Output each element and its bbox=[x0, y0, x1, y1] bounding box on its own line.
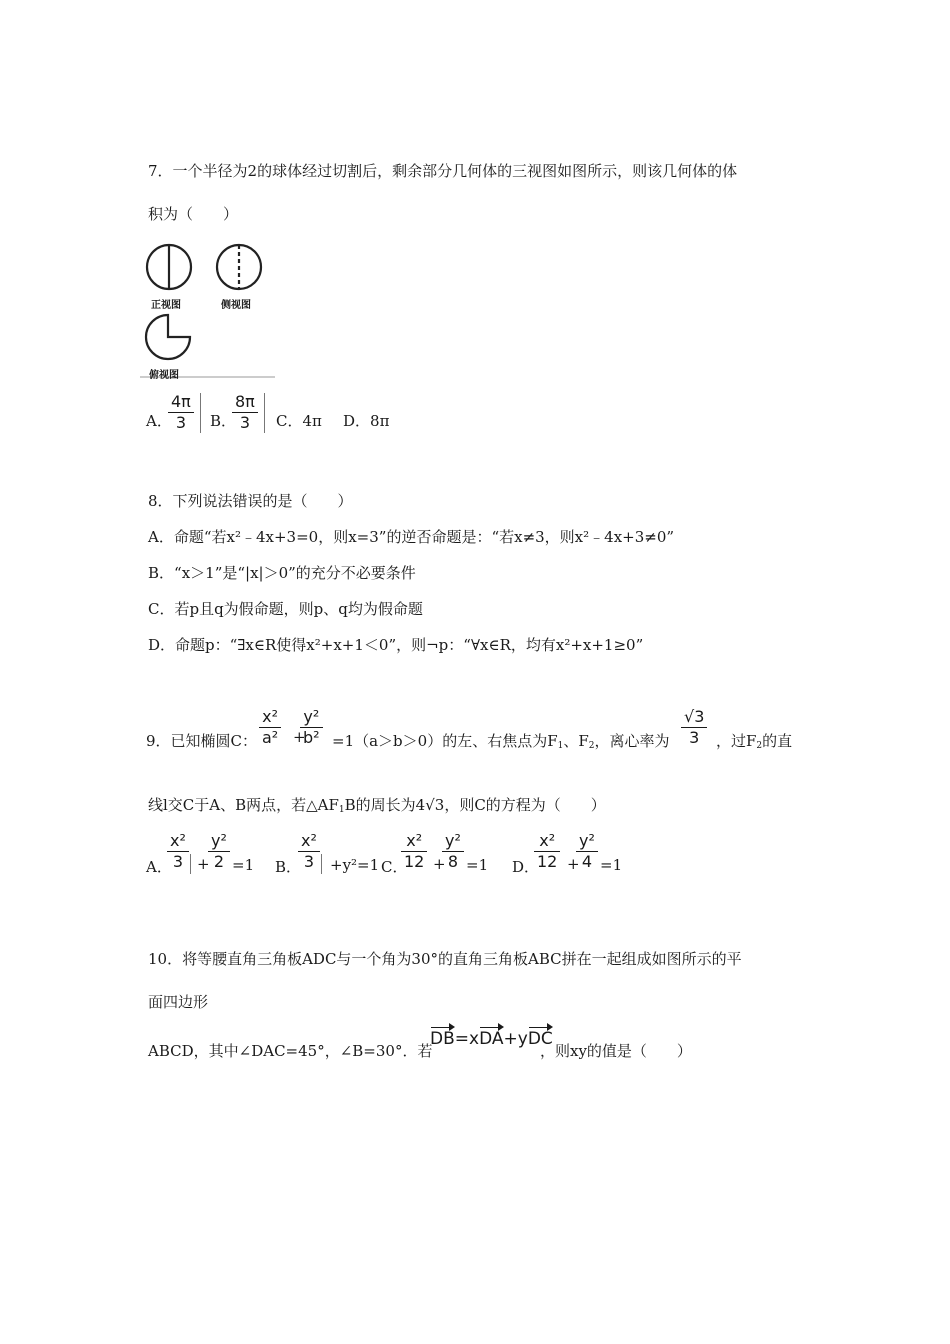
q9-b-fraction-1: x² 3 bbox=[298, 832, 320, 871]
q9-f2-denominator: b² bbox=[303, 728, 320, 747]
q7-three-view-figure bbox=[140, 238, 275, 383]
q7-stem-line1: 7．一个半径为2的球体经过切割后，剩余部分几何体的三视图如图所示，则该几何体的体 bbox=[148, 162, 738, 180]
front-view-caption: 正视图 bbox=[151, 300, 181, 311]
vector-dc: DC bbox=[527, 1029, 553, 1049]
q7-stem-line2: 积为（ ） bbox=[148, 205, 239, 223]
q7-option-b-fraction bbox=[232, 393, 258, 432]
q7-b-numerator: 8π bbox=[235, 392, 255, 411]
q9-option-c-label: C． bbox=[381, 858, 408, 876]
vector-da: DA bbox=[479, 1029, 504, 1049]
q9-eccentricity-fraction bbox=[681, 708, 707, 747]
q9-fraction-y2-b2 bbox=[300, 708, 323, 747]
q10-stem-line2: 面四边形 bbox=[148, 993, 209, 1011]
q9-option-b-label: B． bbox=[275, 858, 302, 876]
q10-stem-line3-a: ABCD，其中∠DAC=45°，∠B=30°．若 bbox=[148, 1042, 433, 1060]
vector-db: DB bbox=[430, 1029, 455, 1049]
q9-option-a-label: A． bbox=[146, 858, 172, 876]
q7-a-numerator: 4π bbox=[171, 392, 191, 411]
q9-f1-denominator: a² bbox=[262, 728, 279, 747]
q8-stem: 8．下列说法错误的是（ ） bbox=[148, 492, 353, 510]
q7-option-b-label: B． bbox=[210, 412, 237, 430]
front-view-shape bbox=[147, 245, 191, 289]
q7-option-a-fraction bbox=[168, 393, 194, 432]
q9-stem-line2: 线l交C于A、B两点，若$\triangle AF_1B$的周长为4√3，则C的方程为（ ） bbox=[148, 796, 606, 815]
q9-d-end: =1 bbox=[600, 856, 623, 874]
q9-d-fraction-1: x² 12 bbox=[534, 832, 560, 871]
q9-c-end: =1 bbox=[466, 856, 489, 874]
q9-a-fraction-1: x² 3 bbox=[167, 832, 189, 871]
q9-fraction-x2-a2 bbox=[259, 708, 281, 747]
q9-e-denominator: 3 bbox=[689, 728, 700, 747]
q9-d-fraction-2: y² 4 bbox=[576, 832, 598, 871]
q7-option-c: C．4π bbox=[276, 412, 322, 430]
q10-vector-equation: DB=xDA+yDC bbox=[430, 1029, 553, 1049]
q9-option-d-label: D． bbox=[512, 858, 540, 876]
q7-a-denominator: 3 bbox=[175, 413, 186, 432]
q8-option-b: B．“x＞1”是“|x|＞0”的充分不必要条件 bbox=[148, 564, 416, 582]
q8-option-c: C．若p且q为假命题，则p、q均为假命题 bbox=[148, 600, 423, 618]
q8-option-a: A．命题“若x²﹣4x+3=0，则x=3”的逆否命题是：“若x≠3，则x²﹣4x+3≠0” bbox=[148, 528, 675, 546]
side-view-caption: 侧视图 bbox=[221, 300, 251, 311]
q9-c-fraction-2: y² 8 bbox=[442, 832, 464, 871]
q10-stem-line1: 10．将等腰直角三角板ADC与一个角为30°的直角三角板ABC拼在一起组成如图所示的平 bbox=[148, 950, 742, 968]
q9-c-fraction-1: x² 12 bbox=[401, 832, 427, 871]
q9-a-end: =1 bbox=[232, 856, 255, 874]
q9-e-numerator: √3 bbox=[684, 707, 705, 726]
q7-option-a-label: A． bbox=[146, 412, 172, 430]
q9-text-1: 9．已知椭圆C： bbox=[146, 732, 258, 750]
q9-b-end: +y²=1 bbox=[330, 856, 380, 874]
q8-option-d: D．命题p：“∃x∈R使得x²+x+1＜0”，则¬p：“∀x∈R，均有x²+x+1≥0” bbox=[148, 636, 644, 654]
q9-f1-numerator: x² bbox=[262, 707, 279, 726]
q7-b-denominator: 3 bbox=[239, 413, 250, 432]
q10-stem-line3-b: ，则xy的值是（ ） bbox=[540, 1042, 692, 1060]
q9-plus: + bbox=[293, 728, 306, 746]
q9-f2-numerator: y² bbox=[303, 707, 320, 726]
q7-option-d: D．8π bbox=[343, 412, 390, 430]
top-view-caption: 俯视图 bbox=[149, 370, 179, 381]
top-view-shape bbox=[146, 315, 190, 359]
side-view-shape bbox=[217, 245, 261, 289]
q9-text-3: ，过$F_2$的直 bbox=[716, 732, 793, 751]
q9-a-fraction-2: y² 2 bbox=[208, 832, 230, 871]
q9-text-2: =1（a＞b＞0）的左、右焦点为$F_1$、$F_2$，离心率为 bbox=[332, 732, 670, 751]
